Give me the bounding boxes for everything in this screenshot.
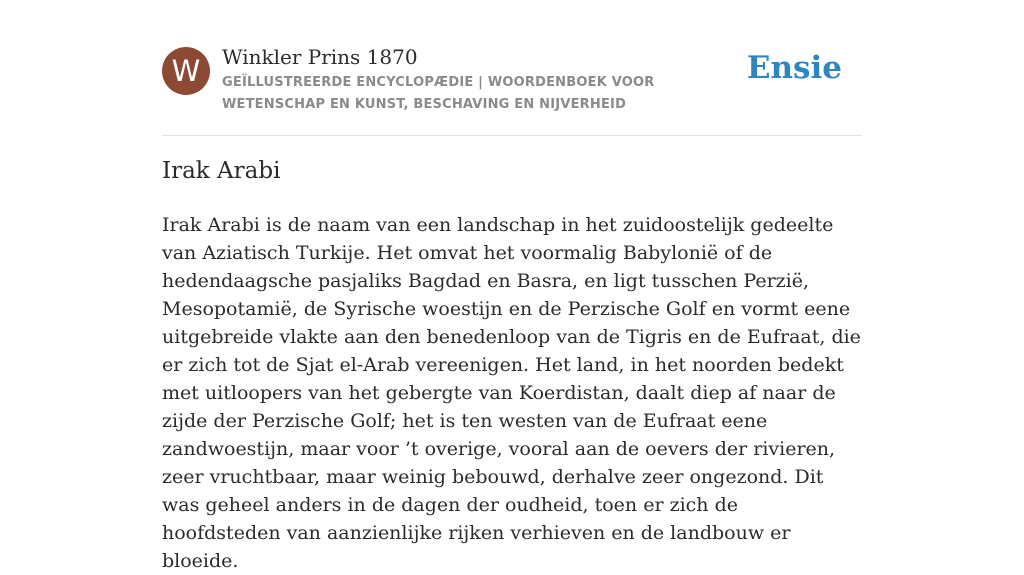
article-title: Irak Arabi — [162, 158, 281, 184]
source-subtitle: GEÏLLUSTREERDE ENCYCLOPÆDIE | WOORDENBOEK VOOR WETENSCHAP EN KUNST, BESCHAVING EN NIJVERHEID — [222, 75, 655, 112]
page-container — [162, 0, 862, 572]
source-avatar[interactable]: W — [162, 47, 210, 95]
article-body: Irak Arabi is de naam van een landschap in het zuidoostelijk gedeelte van Aziatisch Turkije. Het omvat het voormalig Babylonië of de hedendaagsche pasjaliks Bagdad en Basra, en ligt tusschen Perzië, Mesopotamië, de Syrische woestijn en de Perzische Golf en vormt eene uitgebreide vlakte aan den benedenloop van de Tigris en de Eufraat, die er zich tot de Sjat el-Arab vereenigen. Het land, in het noorden bedekt met uitloopers van het gebergte van Koerdistan, daalt diep af naar de zijde der Perzische Golf; het is ten westen van de Eufraat eene zandwoestijn, maar voor ’t overige, vooral aan de oevers der rivieren, zeer vruchtbaar, maar weinig bebouwd, derhalve zeer ongezond. Dit was geheel anders in de dagen der oudheid, toen er zich de hoofdsteden van aanzienlijke rijken verhieven en de landbouw er bloeide. — [162, 214, 861, 572]
source-title[interactable]: Winkler Prins 1870 — [222, 45, 418, 69]
source-header — [162, 0, 862, 136]
ensie-logo[interactable]: Ensie — [746, 50, 842, 86]
